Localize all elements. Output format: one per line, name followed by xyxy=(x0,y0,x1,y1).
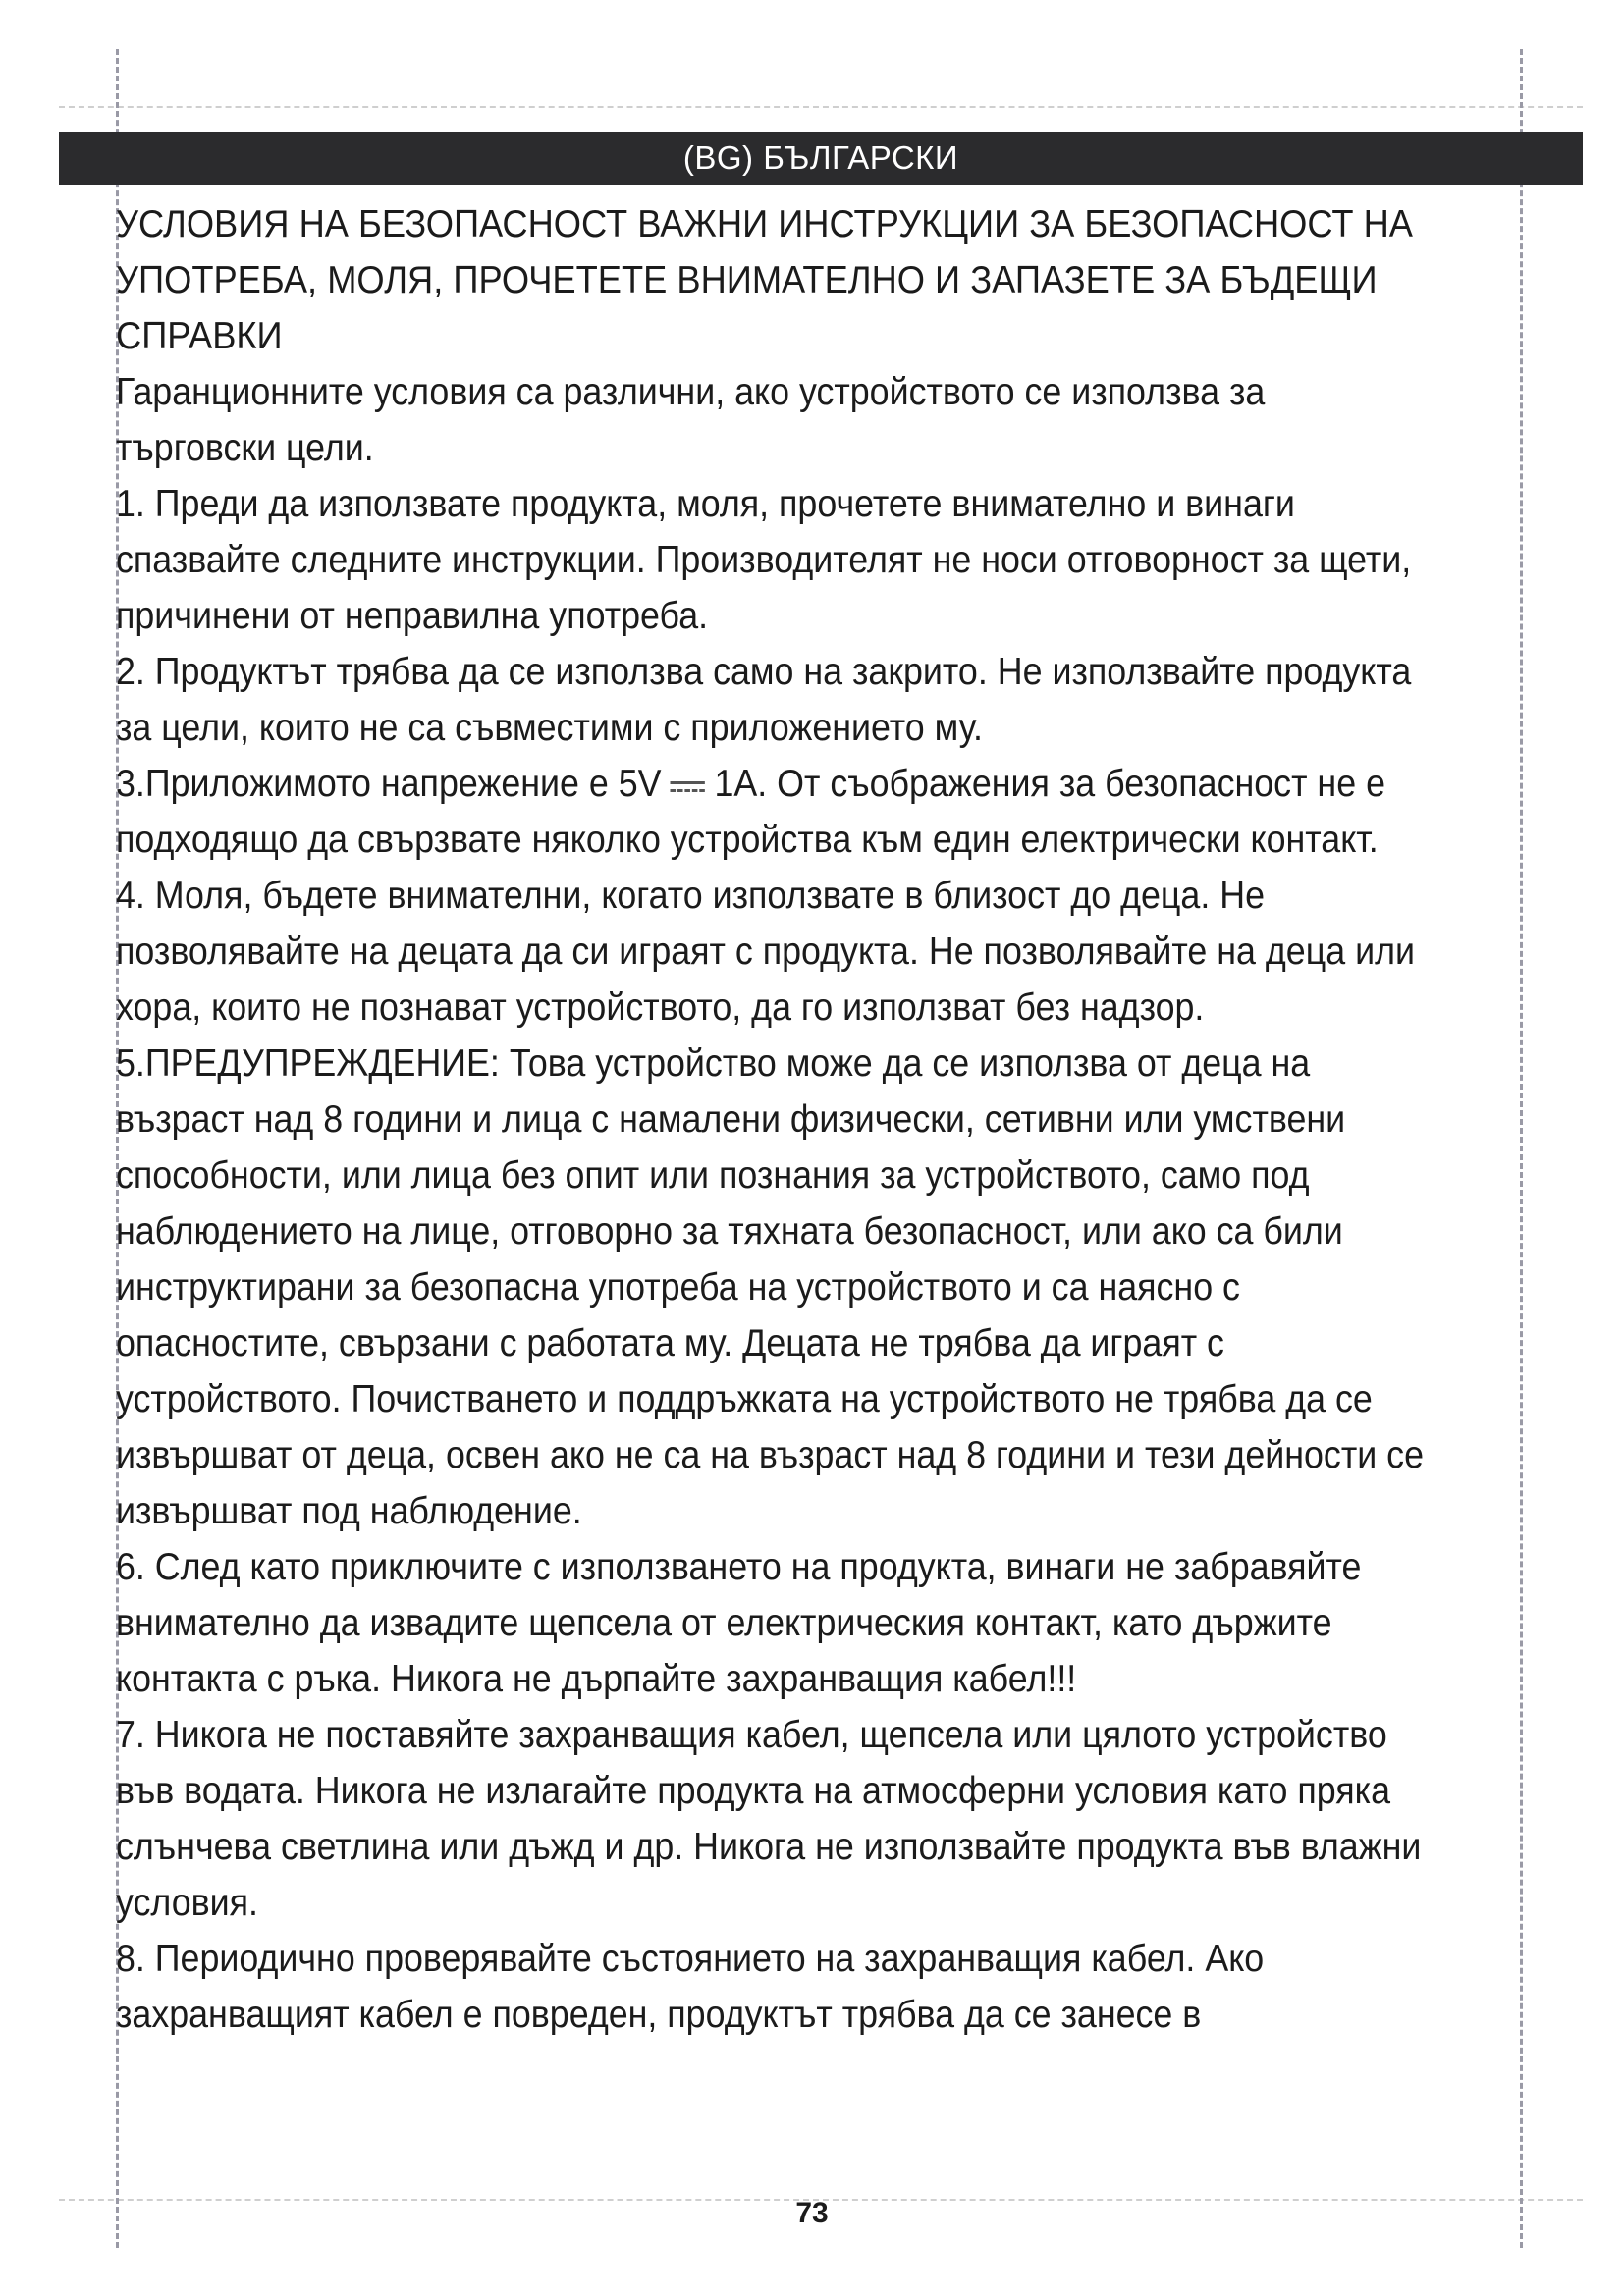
warranty-intro: Гаранционните условия са различни, ако устройството се използва за търговски цели. xyxy=(116,371,1266,469)
top-crop-line xyxy=(59,106,1583,108)
safety-instructions xyxy=(116,196,1431,2043)
language-title: (BG) БЪЛГАРСКИ xyxy=(682,139,959,176)
instruction-item-4: 4. Моля, бъдете внимателни, когато използвате в близост до деца. Не позволявайте на децата да си играят с продукта. Не позволявайте на деца или хора, които не познават устройството, да го използват без надзор. xyxy=(116,875,1415,1029)
instruction-item-5: 5.ПРЕДУПРЕЖДЕНИЕ: Това устройство може да се използва от деца на възраст над 8 години и лица с намалени физически, сетивни или умствени способности, или лица без опит или познания за устройството, само под наблюдението на лице, отговорно за тяхната безопасност, или ако са били инструктирани за безопасна употреба на устройството и са наясно с опасностите, свързани с работата му. Децата не трябва да играят с устройството. Почистването и поддръжката на устройството не трябва да се извършват от деца, освен ако не са на възраст над 8 години и тези дейности се извършват под наблюдение. xyxy=(116,1042,1424,1532)
instruction-item-3-rest: 1A. От съображения за безопасност не е подходящо да свързвате няколко устройства към един електрически контакт. xyxy=(116,763,1385,861)
instruction-item-7: 7. Никога не поставяйте захранващия кабел, щепсела или цялото устройство във водата. Никога не излагайте продукта на атмосферни условия като пряка слънчева светлина или дъжд и др. Никога не използвайте продукта във влажни условия. xyxy=(116,1714,1422,1924)
safety-heading: УСЛОВИЯ НА БЕЗОПАСНОСТ ВАЖНИ ИНСТРУКЦИИ ЗА БЕЗОПАСНОСТ НА УПОТРЕБА, МОЛЯ, ПРОЧЕТЕТЕ ВНИМАТЕЛНО И ЗАПАЗЕТЕ ЗА БЪДЕЩИ СПРАВКИ xyxy=(116,203,1414,357)
page-number: 73 xyxy=(795,2197,829,2229)
language-header-bar xyxy=(59,132,1583,185)
right-margin-line xyxy=(1520,49,1523,2248)
instruction-item-2: 2. Продуктът трябва да се използва само на закрито. Не използвайте продукта за цели, които не са съвместими с приложението му. xyxy=(116,651,1412,749)
instruction-item-3-voltage: 3.Приложимото напрежение е 5V xyxy=(116,763,662,805)
instruction-item-8: 8. Периодично проверявайте състоянието на захранващия кабел. Ако захранващият кабел е повреден, продуктът трябва да се занесе в xyxy=(116,1938,1265,2036)
instruction-item-6: 6. След като приключите с използването на продукта, винаги не забравяйте внимателно да извадите щепсела от електрическия контакт, като държите контакта с ръка. Никога не дърпайте захранващия кабел!!! xyxy=(116,1546,1362,1700)
direct-current-icon xyxy=(671,778,705,794)
instruction-item-1: 1. Преди да използвате продукта, моля, прочетете внимателно и винаги спазвайте следните инструкции. Производителят не носи отговорност за щети, причинени от неправилна употреба. xyxy=(116,483,1412,637)
instruction-item-3 xyxy=(116,756,1431,868)
